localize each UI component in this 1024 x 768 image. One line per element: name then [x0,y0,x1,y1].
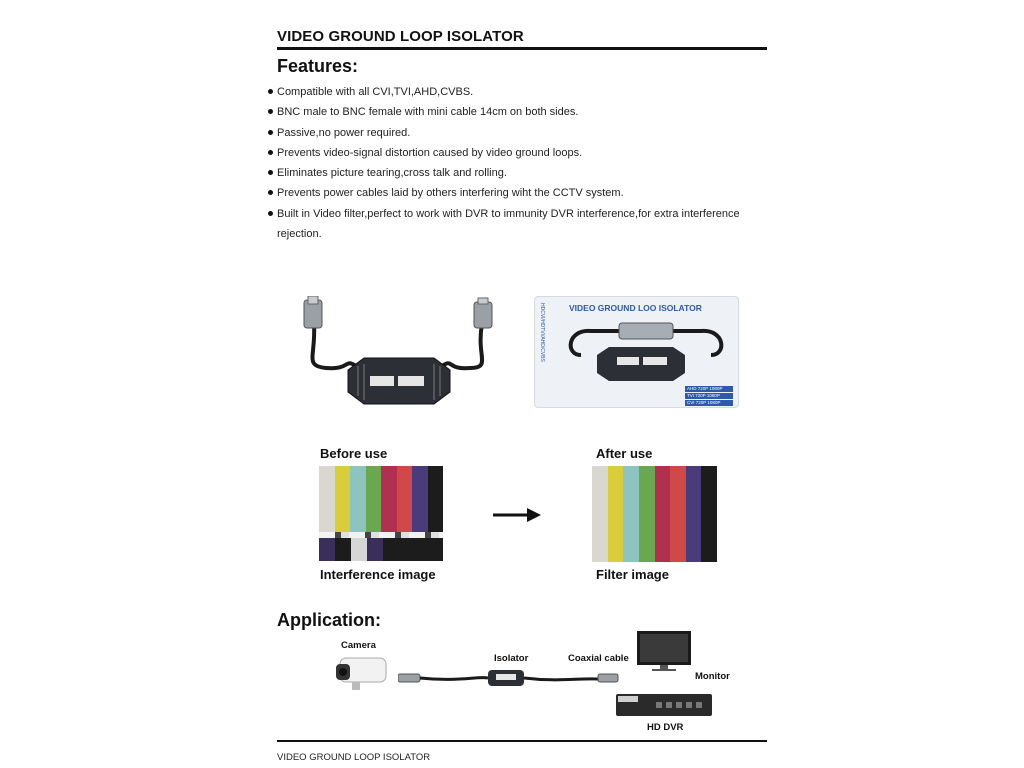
feature-item [268,224,768,244]
feature-text: Prevents video-signal distortion caused by video ground loops. [277,146,583,159]
color-bar [592,466,608,562]
color-bar [655,466,671,562]
hd-dvr-label: HD DVR [647,722,684,733]
camera-icon [332,652,390,692]
color-bar [701,466,717,562]
footer-divider [277,740,767,742]
color-bar [428,466,444,534]
right-arrow-icon [493,506,543,524]
feature-item [268,163,768,183]
packaged-product-image [534,296,739,408]
color-bar [350,466,366,534]
feature-text: Eliminates picture tearing,cross talk and rolling. [277,167,507,180]
package-side-text: HDCVI/HDTVI/AHD/CVBS [539,303,545,362]
feature-text: Compatible with all CVI,TVI,AHD,CVBS. [277,86,474,98]
color-bar [397,466,413,534]
filter-image-caption: Filter image [596,567,669,582]
bullet-icon [268,150,273,155]
before-use-title: Before use [320,446,388,461]
packaged-isolator-icon [561,315,731,385]
interference-image [319,466,443,561]
color-bar [686,466,702,562]
coaxial-cable-label: Coaxial cable [568,653,629,664]
coaxial-cable-icon [398,666,620,690]
isolator-label: Isolator [494,653,529,664]
feature-item [268,123,768,143]
feature-item [268,183,768,203]
feature-text: rejection. [277,228,322,241]
bullet-icon [268,130,273,135]
feature-text: Built in Video filter,perfect to work with DVR to immunity DVR interference,for extra interference [277,207,740,220]
monitor-icon [636,630,692,672]
page-title: VIDEO GROUND LOOP ISOLATOR [277,28,524,45]
color-bar [319,466,335,534]
bullet-icon [268,211,273,216]
color-bar [639,466,655,562]
feature-text: BNC male to BNC female with mini cable 14cm on both sides. [277,106,579,119]
feature-item [268,102,768,122]
package-spec-line: AHD 720P 1080P [685,386,733,392]
color-bar [366,466,382,534]
feature-text: Prevents power cables laid by others interfering wiht the CCTV system. [277,187,624,200]
feature-item [268,204,768,224]
package-spec-list [685,385,733,406]
feature-text: Passive,no power required. [277,126,411,139]
monitor-label: Monitor [695,671,730,682]
package-spec-line: TVI 720P 1080P [685,393,733,399]
title-divider [277,47,767,50]
color-bar [381,466,397,534]
bullet-icon [268,89,273,94]
feature-item [268,143,768,163]
color-bar [412,466,428,534]
package-title: VIDEO GROUND LOO ISOLATOR [569,303,702,313]
bullet-icon [268,109,273,114]
filter-image [592,466,717,562]
bullet-icon [268,190,273,195]
isolator-product-image [296,296,510,416]
dvr-icon [616,692,712,718]
bullet-icon [268,170,273,175]
camera-label: Camera [341,640,376,651]
package-spec-line: CVI 720P 1080P [685,400,733,406]
application-heading: Application: [277,610,381,630]
feature-item [268,82,768,102]
features-list [268,82,768,244]
color-bar [670,466,686,562]
color-bar [335,466,351,534]
color-bar [623,466,639,562]
color-bar [608,466,624,562]
features-heading: Features: [277,56,359,76]
interference-image-caption: Interference image [320,567,436,582]
footer-text: VIDEO GROUND LOOP ISOLATOR [277,752,431,763]
after-use-title: After use [596,446,653,461]
